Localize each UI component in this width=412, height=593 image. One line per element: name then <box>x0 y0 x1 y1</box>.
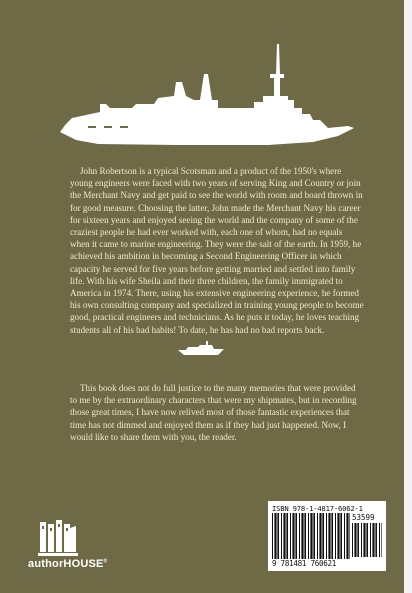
price-code-text: 53599 <box>352 513 375 522</box>
barcode-bar <box>292 513 294 559</box>
isbn-barcode <box>268 501 386 571</box>
ship-silhouette-icon <box>58 38 356 150</box>
publisher-name: author <box>28 558 64 570</box>
bookshelf-logo-icon <box>38 518 78 558</box>
barcode-bar <box>361 523 362 557</box>
barcode-bar <box>372 523 374 557</box>
barcode-bar <box>299 513 300 559</box>
barcode-bar <box>317 513 318 559</box>
author-bio-paragraph: John Robertson is a typical Scotsman and a product of the 1950's where young engineers were faced with two years of serving King and Country or join the Merchant Navy and get paid to see the world with room and board thrown in for good measure. Choosing the latter, John made the Merchant Navy his career for sixteen years and enjoyed seeing the world and the company of some of the craziest people he had ever worked with, each one of whom, had no equals when it came to marine engineering. They were the salt of the earth. In 1959, he achieved his ambition in becoming a Second Engineering Officer in which capacity he served for five years before getting married and settled into family life. With his wife Sheila and their three children, the family immigrated to America in 1974. There, using his extensive engineering experience, he formed his own consulting company and specialized in training young people to become good, practical engineers and technicians. As he puts it today, he loves teaching students all of his bad habits! To date, he has had no bad reports back. <box>70 166 364 335</box>
barcode-bar <box>352 523 353 557</box>
barcode-bar <box>328 513 330 559</box>
publisher-logotype <box>28 558 107 570</box>
barcode-bar <box>366 523 368 557</box>
barcode-bar <box>375 523 377 557</box>
barcode-bar <box>379 523 380 557</box>
barcode-bar <box>344 513 345 559</box>
barcode-bar <box>281 513 282 559</box>
barcode-bar <box>349 513 350 559</box>
price-barcode-bars <box>352 523 382 557</box>
barcode-bar <box>331 513 333 559</box>
barcode-bar <box>313 513 315 559</box>
barcode-bar <box>301 513 303 559</box>
barcode-bar <box>319 513 321 559</box>
registered-mark: ® <box>103 558 108 565</box>
barcode-bar <box>283 513 285 559</box>
barcode-bar <box>308 513 309 559</box>
isbn-text: ISBN 978-1-4817-6062-1 <box>272 504 363 513</box>
small-ship-icon <box>178 340 224 356</box>
barcode-bar <box>274 513 276 559</box>
barcode-bar <box>363 523 365 557</box>
barcode-bar <box>326 513 327 559</box>
barcode-digits: 9 781481 760621 <box>272 559 337 568</box>
publisher-name-bold: HOUSE <box>63 558 104 570</box>
barcode-bar <box>277 513 279 559</box>
barcode-bar <box>322 513 324 559</box>
barcode-bar <box>346 513 348 559</box>
barcode-bar <box>370 523 371 557</box>
closing-paragraph: This book does not do full justice to the many memories that were provided to me by the extraordinary characters that were my shipmates, but in recording those great times, I have now relived most of those fantastic experiences that time has not dimmed and enjoyed them as if they had just happened. Now, I would like to share them with you, the reader. <box>70 383 357 442</box>
barcode-bar <box>340 513 342 559</box>
barcode-bar <box>304 513 306 559</box>
barcode-bar <box>354 523 356 557</box>
barcode-bar <box>272 513 273 559</box>
barcode-bar <box>357 523 359 557</box>
barcode-bar <box>381 523 382 557</box>
barcode-bar <box>295 513 297 559</box>
barcode-bar <box>335 513 336 559</box>
ean-barcode-bars <box>272 513 350 559</box>
barcode-bar <box>310 513 312 559</box>
barcode-bar <box>337 513 339 559</box>
page-edge <box>404 0 412 593</box>
barcode-bar <box>290 513 291 559</box>
barcode-bar <box>286 513 288 559</box>
